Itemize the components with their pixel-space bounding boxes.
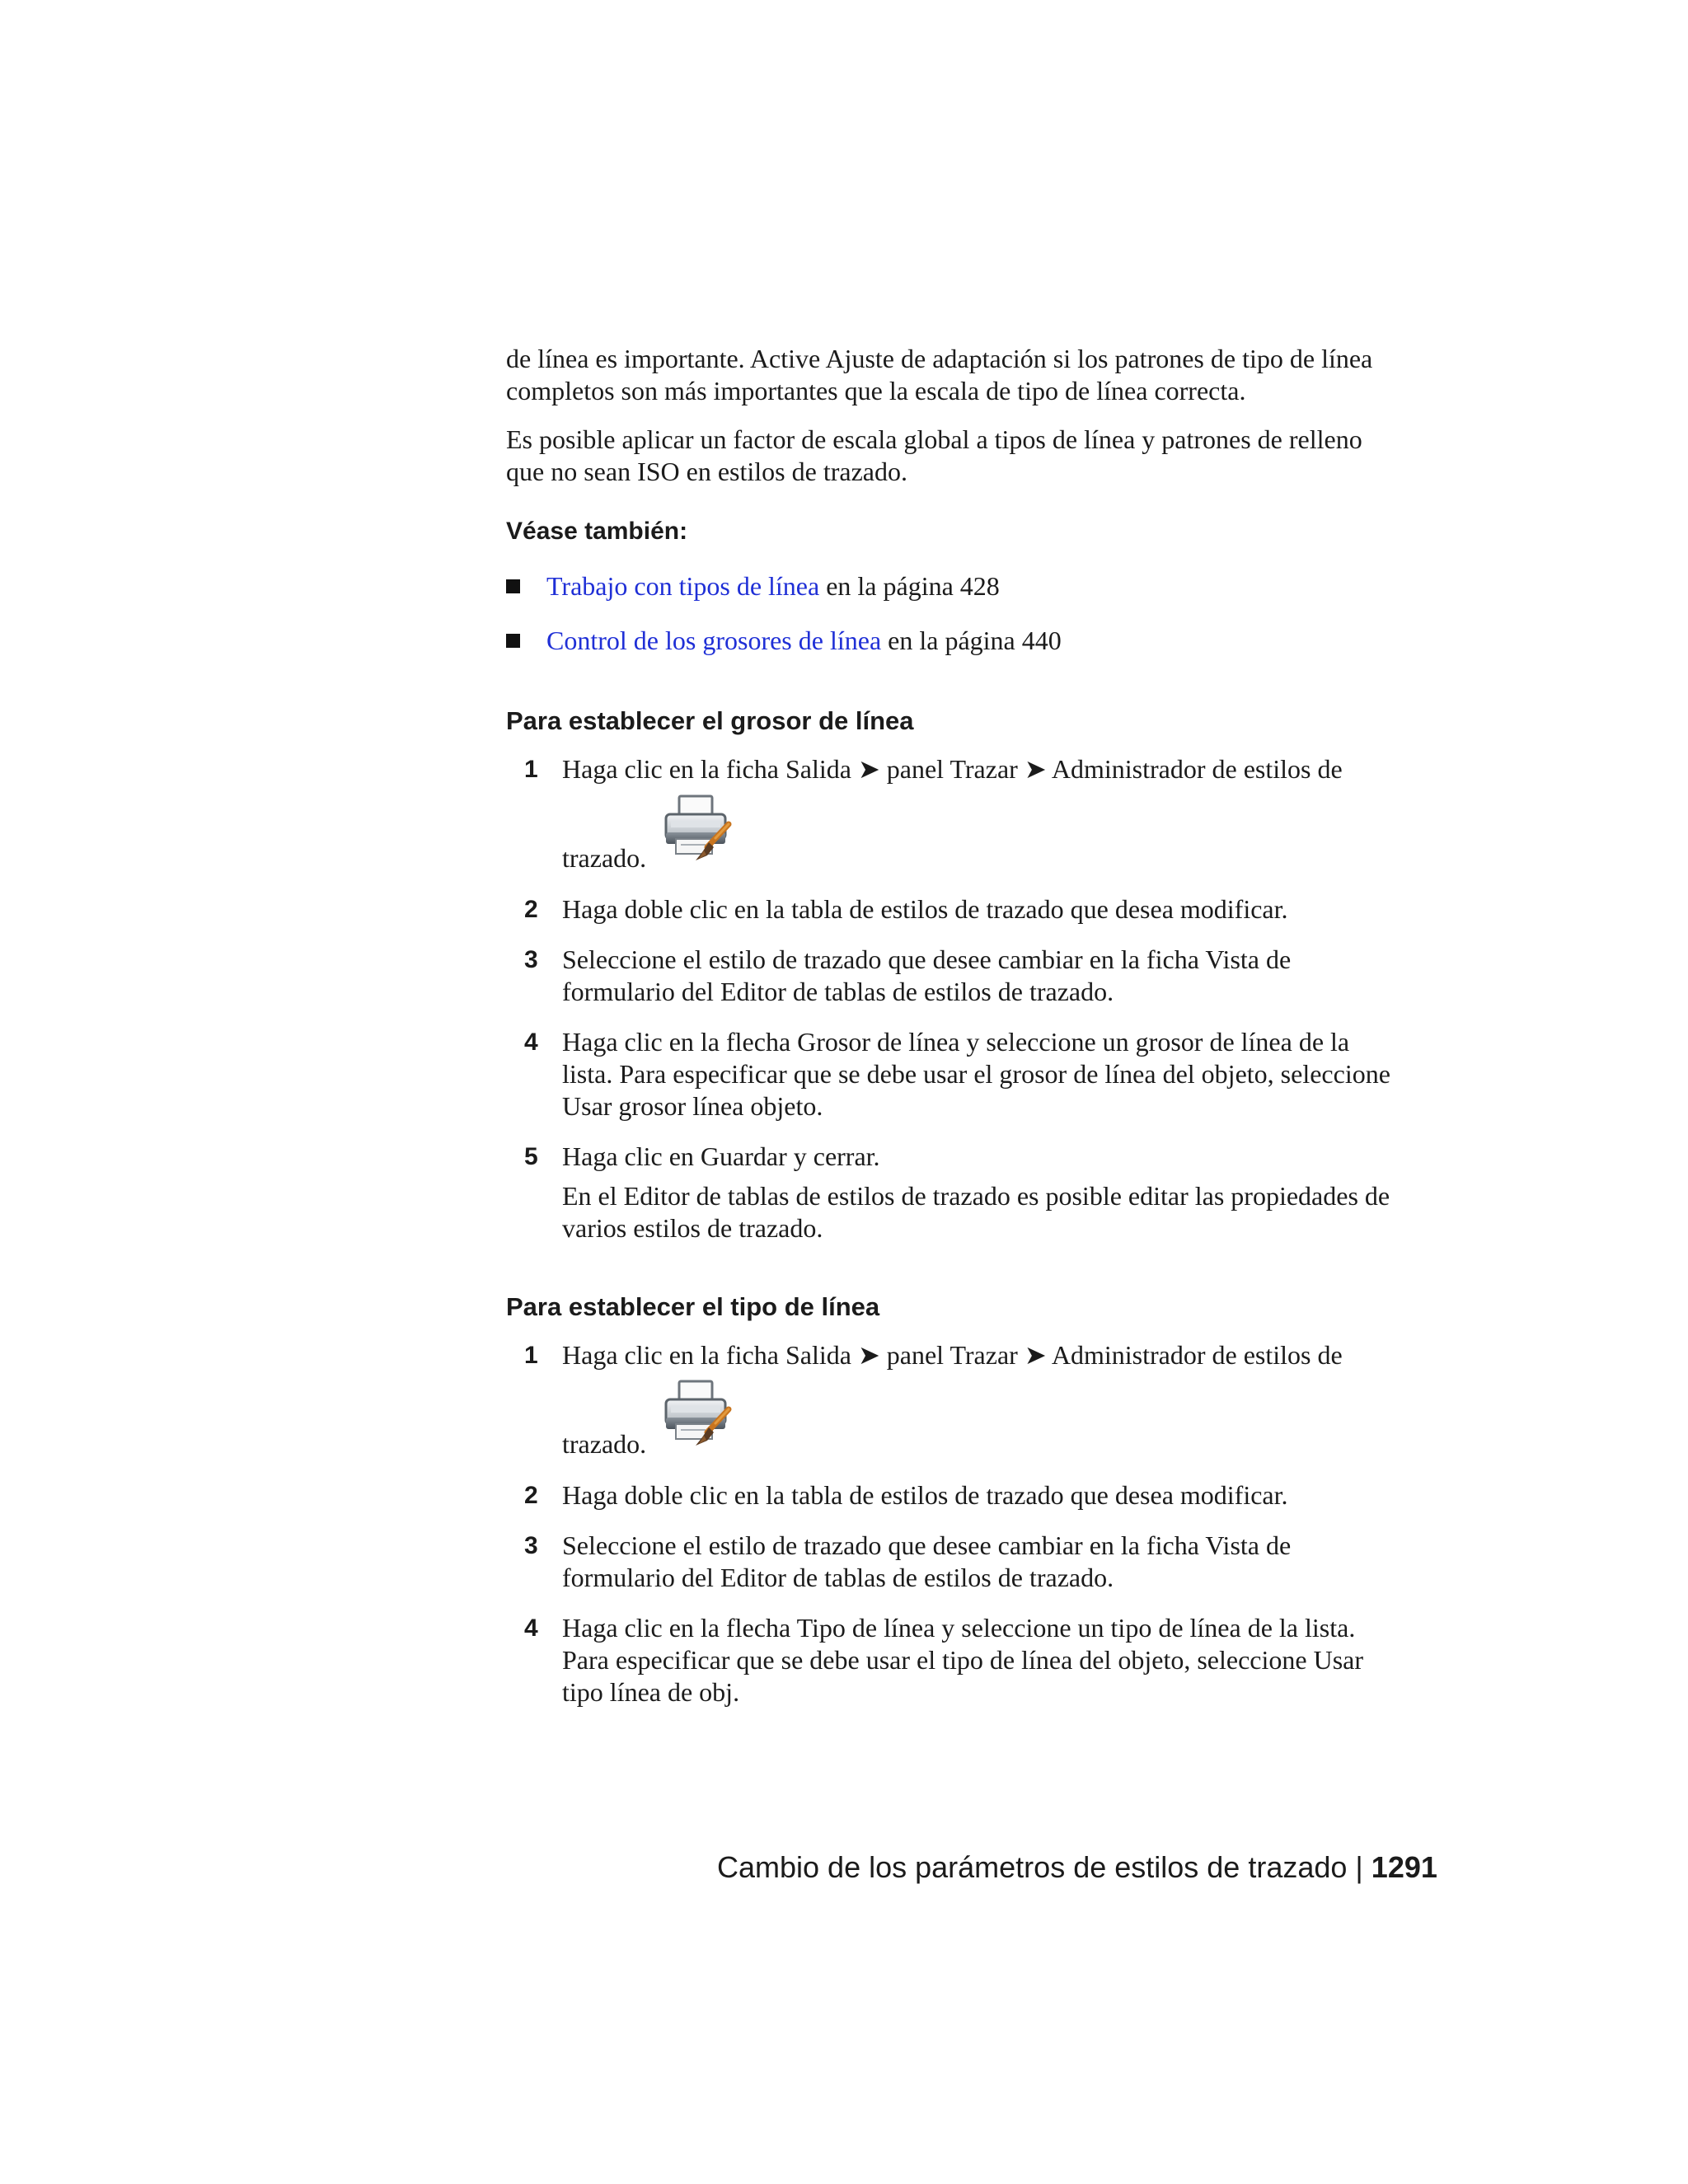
link-trabajo-tipos-linea[interactable]: Trabajo con tipos de línea xyxy=(546,571,820,601)
step-number: 2 xyxy=(524,896,538,923)
bullet-square-icon xyxy=(506,634,520,648)
step-number: 5 xyxy=(524,1143,538,1170)
step-text: Seleccione el estilo de trazado que desee cambiar en la ficha Vista de formulario del Editor de tablas de estilos de trazado. xyxy=(562,944,1292,1006)
bullet-square-icon xyxy=(506,579,520,593)
footer-title: Cambio de los parámetros de estilos de trazado xyxy=(717,1850,1348,1884)
intro-paragraph-1: de línea es importante. Active Ajuste de adaptación si los patrones de tipo de línea completos son más importantes que la escala de tipo de línea correcta. xyxy=(506,344,1373,405)
section-heading-tipo: Para establecer el tipo de línea xyxy=(506,1292,880,1321)
step-text: Haga clic en la ficha Salida ➤ panel Trazar ➤ Administrador de estilos de xyxy=(562,1340,1343,1370)
step-number: 4 xyxy=(524,1029,538,1056)
intro-paragraph-2: Es posible aplicar un factor de escala global a tipos de línea y patrones de relleno que no sean ISO en estilos de trazado. xyxy=(506,424,1362,486)
step-text: Haga clic en la flecha Tipo de línea y seleccione un tipo de línea de la lista. Para especificar que se debe usar el tipo de línea del objeto, seleccione Usar tipo línea de obj. xyxy=(562,1613,1364,1707)
see-also-suffix: en la página 428 xyxy=(819,571,1000,601)
see-also-suffix: en la página 440 xyxy=(881,626,1062,655)
step-number: 1 xyxy=(524,756,538,783)
step-text: Haga clic en Guardar y cerrar. xyxy=(562,1141,880,1171)
step-number: 3 xyxy=(524,1532,538,1559)
step-text: Haga clic en la ficha Salida ➤ panel Trazar ➤ Administrador de estilos de xyxy=(562,754,1343,784)
see-also-item xyxy=(506,625,1404,658)
link-control-grosores-linea[interactable]: Control de los grosores de línea xyxy=(546,626,882,655)
printer-brush-icon[interactable] xyxy=(661,1378,734,1449)
step-text: Haga clic en la flecha Grosor de línea y seleccione un grosor de línea de la lista. Para especificar que se debe usar el grosor de línea del objeto, seleccione Usar grosor línea objeto. xyxy=(562,1027,1390,1121)
step-text: Haga doble clic en la tabla de estilos de trazado que desea modificar. xyxy=(562,1480,1288,1510)
step-number: 3 xyxy=(524,946,538,973)
step-number: 2 xyxy=(524,1482,538,1509)
step-text: Seleccione el estilo de trazado que desee cambiar en la ficha Vista de formulario del Editor de tablas de estilos de trazado. xyxy=(562,1530,1292,1592)
step-text-continued: trazado. xyxy=(562,843,647,873)
section-heading-grosor: Para establecer el grosor de línea xyxy=(506,706,914,735)
printer-brush-icon[interactable] xyxy=(661,793,734,864)
footer-separator: | xyxy=(1355,1850,1363,1884)
step-text: Haga doble clic en la tabla de estilos de trazado que desea modificar. xyxy=(562,894,1288,924)
step-text-continued: trazado. xyxy=(562,1429,647,1459)
see-also-label: Véase también: xyxy=(506,518,688,545)
page-number: 1291 xyxy=(1371,1850,1437,1884)
step-number: 4 xyxy=(524,1615,538,1642)
step-note: En el Editor de tablas de estilos de trazado es posible editar las propiedades de varios estilos de trazado. xyxy=(562,1181,1390,1243)
step-number: 1 xyxy=(524,1342,538,1369)
see-also-item xyxy=(506,570,1404,603)
page-footer xyxy=(717,1850,1437,1885)
